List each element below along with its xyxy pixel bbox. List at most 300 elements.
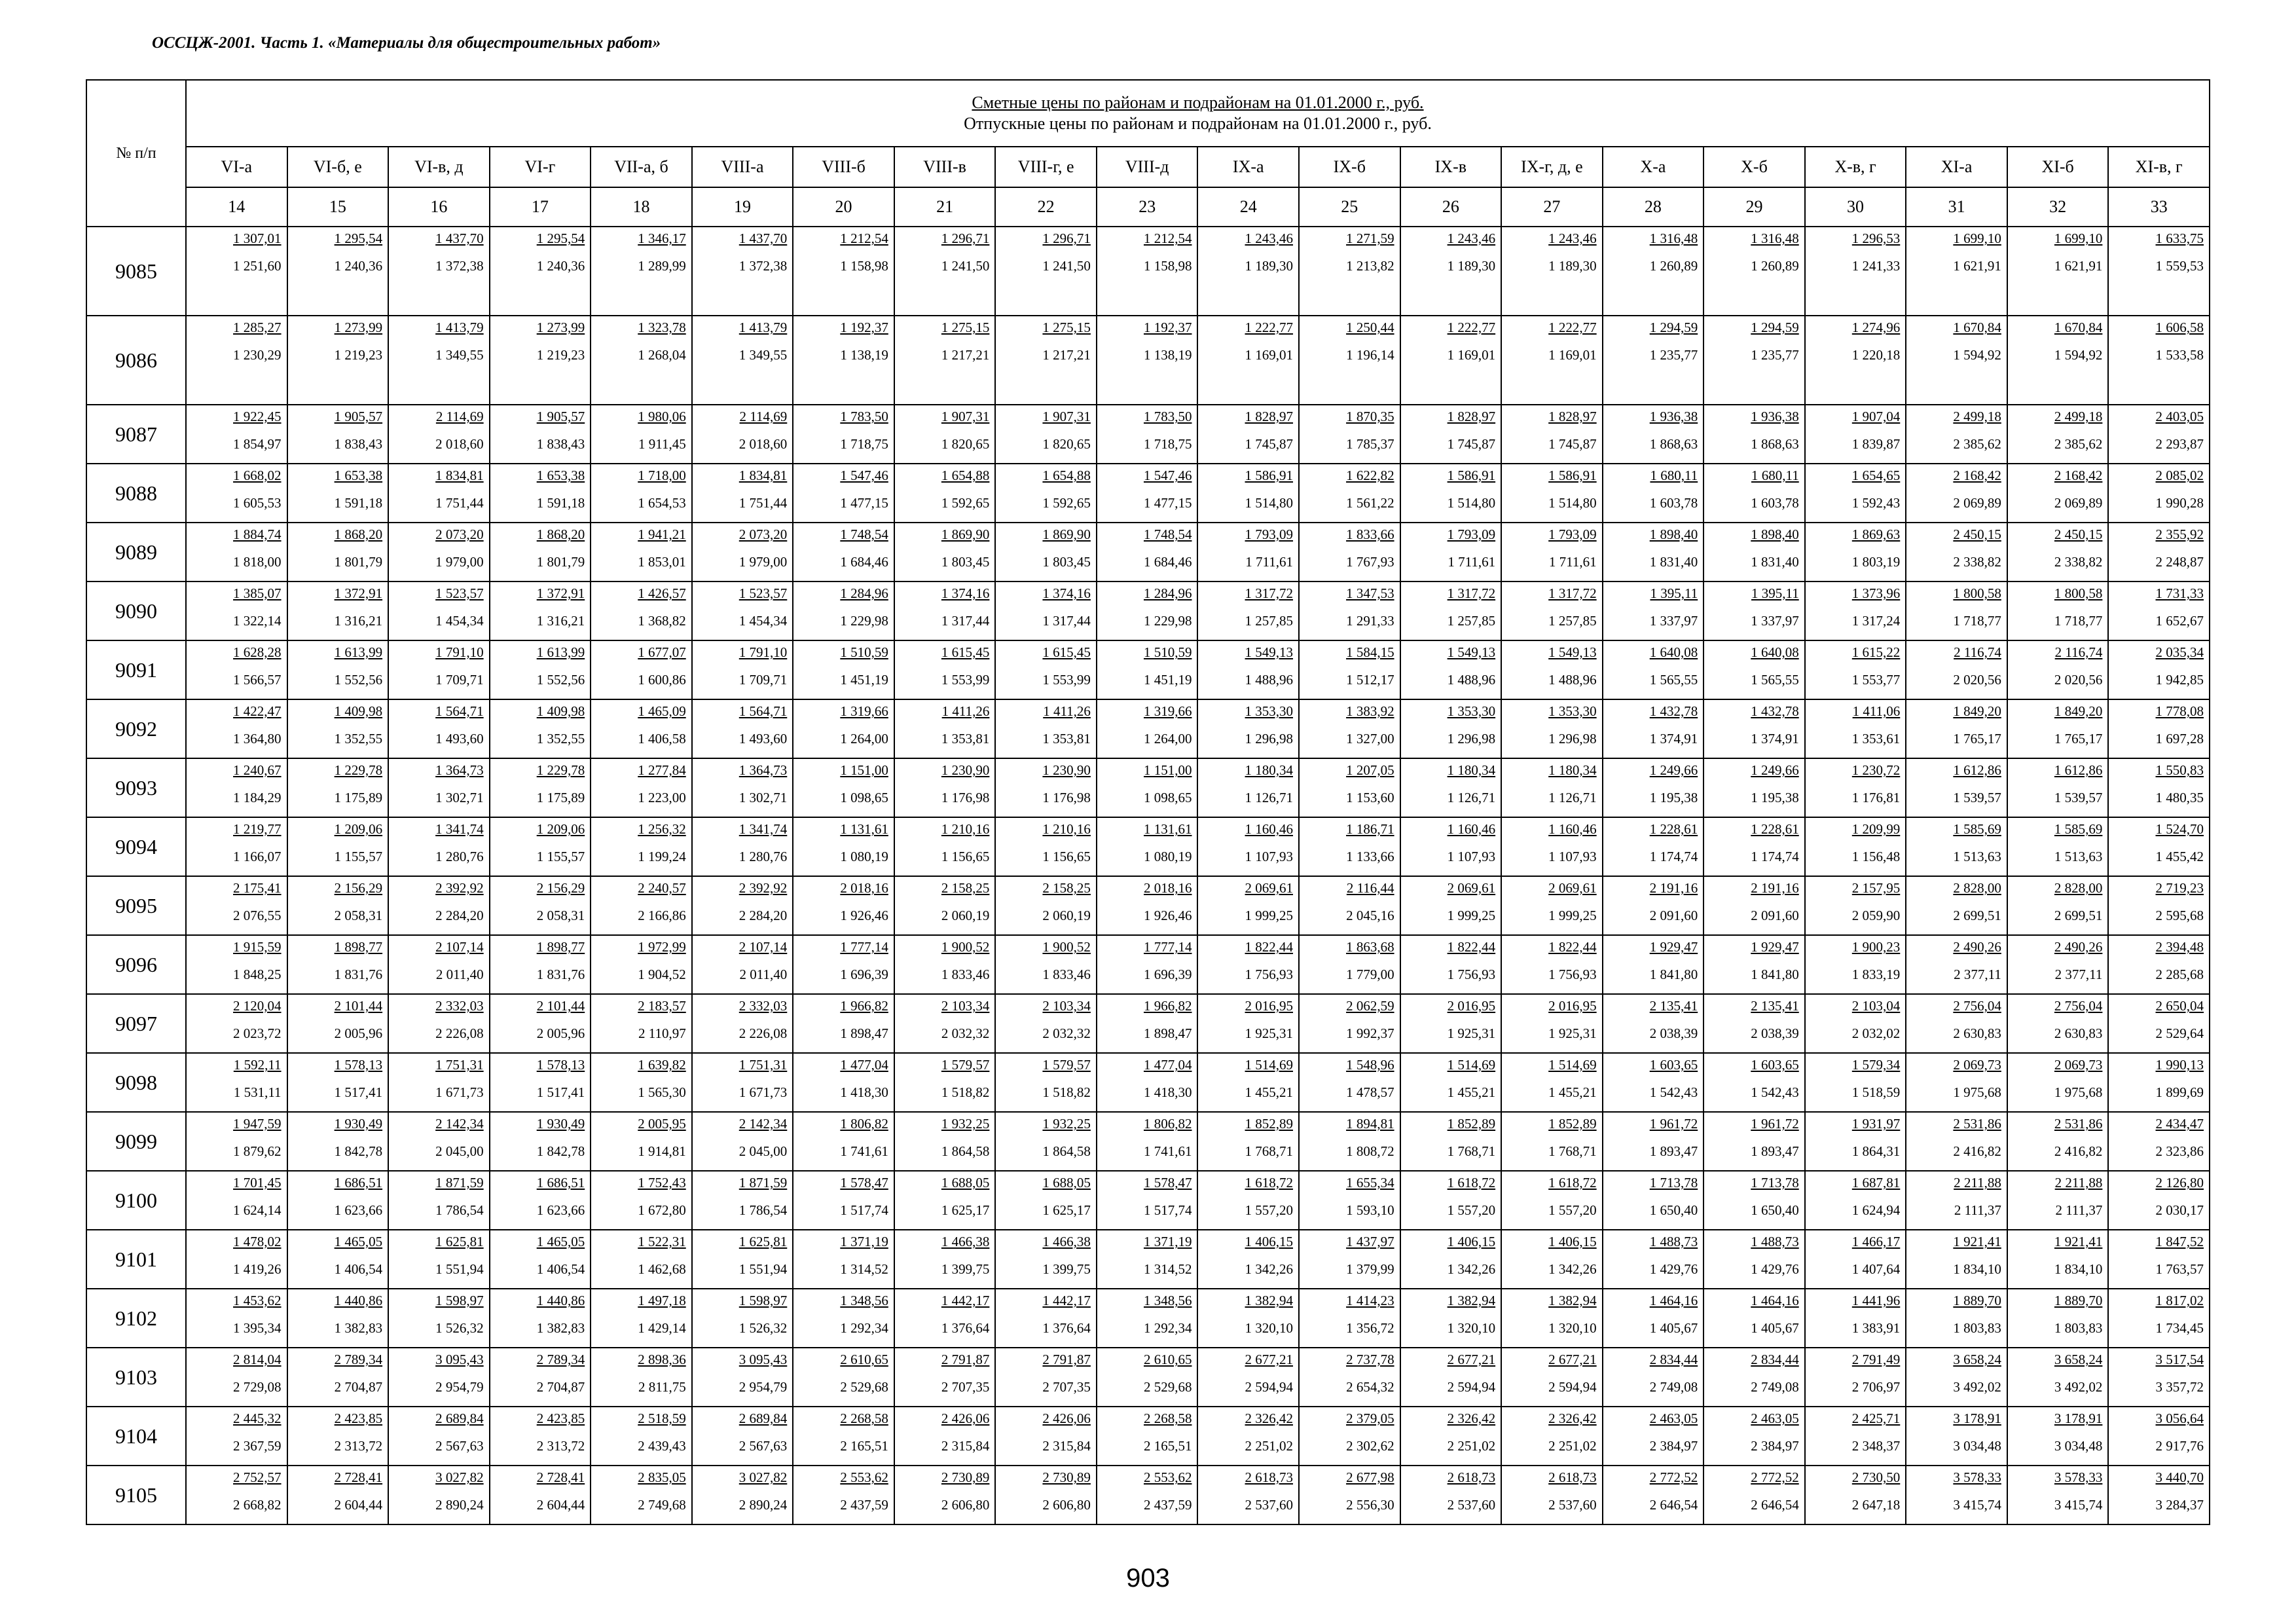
release-price: 1 898,47 bbox=[1143, 1025, 1192, 1041]
price-cell bbox=[388, 1112, 490, 1171]
release-price: 1 623,66 bbox=[334, 1202, 383, 1218]
release-price: 1 480,35 bbox=[2155, 790, 2204, 805]
estimated-price: 1 598,97 bbox=[738, 1293, 788, 1308]
price-cell bbox=[186, 994, 287, 1053]
estimated-price: 1 151,00 bbox=[1143, 762, 1192, 778]
price-cell bbox=[1501, 1171, 1603, 1230]
estimated-price: 1 628,28 bbox=[233, 644, 282, 660]
estimated-price: 2 728,41 bbox=[334, 1469, 383, 1485]
release-price: 1 260,89 bbox=[1751, 258, 1799, 274]
table-row bbox=[86, 876, 2210, 935]
price-cell bbox=[591, 1348, 692, 1407]
price-cell bbox=[1805, 994, 1906, 1053]
release-price: 1 818,00 bbox=[233, 554, 282, 570]
price-cell bbox=[490, 316, 591, 405]
release-price: 1 169,01 bbox=[1245, 347, 1294, 363]
release-price: 2 917,76 bbox=[2155, 1438, 2204, 1454]
release-price: 3 284,37 bbox=[2155, 1497, 2204, 1513]
estimated-price: 1 514,69 bbox=[1447, 1057, 1496, 1073]
release-price: 1 289,99 bbox=[638, 258, 686, 274]
estimated-price: 1 317,72 bbox=[1245, 585, 1294, 601]
table-row bbox=[86, 1407, 2210, 1466]
price-cell bbox=[1501, 1289, 1603, 1348]
region-header: VIII-в bbox=[894, 147, 996, 187]
release-price: 1 320,10 bbox=[1245, 1320, 1294, 1336]
estimated-price: 1 822,44 bbox=[1245, 939, 1294, 955]
estimated-price: 1 863,68 bbox=[1346, 939, 1394, 955]
price-cell bbox=[1906, 581, 2007, 640]
release-price: 1 174,74 bbox=[1751, 849, 1799, 864]
price-cell bbox=[591, 1466, 692, 1524]
release-price: 1 926,46 bbox=[840, 908, 888, 923]
price-cell bbox=[2108, 817, 2210, 876]
price-cell bbox=[186, 640, 287, 699]
estimated-price: 2 499,18 bbox=[1953, 409, 2001, 424]
price-cell bbox=[692, 1348, 793, 1407]
estimated-price: 1 307,01 bbox=[233, 231, 282, 246]
price-cell bbox=[692, 1466, 793, 1524]
price-cell bbox=[1197, 316, 1299, 405]
price-cell bbox=[490, 699, 591, 758]
release-price: 1 992,37 bbox=[1346, 1025, 1394, 1041]
estimated-price: 2 035,34 bbox=[2155, 644, 2204, 660]
column-number: 22 bbox=[995, 187, 1097, 227]
release-price: 1 559,53 bbox=[2155, 258, 2204, 274]
estimated-price: 1 550,83 bbox=[2155, 762, 2204, 778]
estimated-price: 1 488,73 bbox=[1751, 1234, 1799, 1249]
estimated-price: 1 186,71 bbox=[1346, 821, 1394, 837]
release-price: 2 594,94 bbox=[1447, 1379, 1496, 1395]
estimated-price: 1 961,72 bbox=[1649, 1116, 1698, 1132]
release-price: 2 032,32 bbox=[1042, 1025, 1091, 1041]
price-cell bbox=[591, 876, 692, 935]
price-cell bbox=[1906, 405, 2007, 464]
estimated-price: 1 385,07 bbox=[233, 585, 282, 601]
price-cell bbox=[388, 699, 490, 758]
price-cell bbox=[1400, 1289, 1502, 1348]
estimated-price: 1 295,54 bbox=[536, 231, 585, 246]
price-cell bbox=[591, 581, 692, 640]
release-price: 2 111,37 bbox=[2055, 1202, 2103, 1218]
release-price: 1 429,14 bbox=[638, 1320, 686, 1336]
price-cell bbox=[287, 1407, 389, 1466]
estimated-price: 2 103,34 bbox=[1042, 998, 1091, 1014]
release-price: 1 353,61 bbox=[1851, 731, 1901, 747]
release-price: 1 718,77 bbox=[1953, 613, 2001, 629]
price-cell bbox=[1704, 699, 1805, 758]
price-cell bbox=[894, 1466, 996, 1524]
column-number: 31 bbox=[1906, 187, 2007, 227]
release-price: 1 718,75 bbox=[840, 436, 888, 452]
price-cell bbox=[2108, 523, 2210, 581]
release-price: 2 284,20 bbox=[738, 908, 788, 923]
estimated-price: 1 852,89 bbox=[1548, 1116, 1597, 1132]
estimated-price: 3 517,54 bbox=[2155, 1352, 2204, 1367]
estimated-price: 2 403,05 bbox=[2155, 409, 2204, 424]
price-cell bbox=[894, 227, 996, 316]
price-cell bbox=[490, 1112, 591, 1171]
price-cell bbox=[287, 994, 389, 1053]
estimated-price: 2 610,65 bbox=[840, 1352, 888, 1367]
estimated-price: 2 835,05 bbox=[638, 1469, 686, 1485]
estimated-price: 2 772,52 bbox=[1649, 1469, 1698, 1485]
release-price: 1 195,38 bbox=[1649, 790, 1698, 805]
price-cell bbox=[1501, 523, 1603, 581]
estimated-price: 2 073,20 bbox=[738, 526, 788, 542]
price-cell bbox=[591, 227, 692, 316]
release-price: 3 415,74 bbox=[2054, 1497, 2103, 1513]
estimated-price: 1 654,65 bbox=[1851, 468, 1901, 483]
price-cell bbox=[692, 581, 793, 640]
release-price: 1 868,63 bbox=[1649, 436, 1698, 452]
row-number: 9097 bbox=[86, 994, 186, 1053]
release-price: 1 841,80 bbox=[1649, 967, 1698, 982]
release-price: 1 517,41 bbox=[334, 1084, 383, 1100]
release-price: 1 820,65 bbox=[1042, 436, 1091, 452]
estimated-price: 1 777,14 bbox=[1143, 939, 1192, 955]
release-price: 2 749,08 bbox=[1649, 1379, 1698, 1395]
release-price: 1 624,94 bbox=[1851, 1202, 1901, 1218]
price-cell bbox=[287, 464, 389, 523]
price-cell bbox=[591, 935, 692, 994]
price-cell bbox=[1400, 994, 1502, 1053]
row-number: 9093 bbox=[86, 758, 186, 817]
price-cell bbox=[1704, 1171, 1805, 1230]
release-price: 1 462,68 bbox=[638, 1261, 686, 1277]
release-price: 2 045,16 bbox=[1346, 908, 1394, 923]
release-price: 1 399,75 bbox=[941, 1261, 990, 1277]
estimated-price: 1 941,21 bbox=[638, 526, 686, 542]
estimated-price: 1 273,99 bbox=[334, 320, 383, 335]
release-price: 1 975,68 bbox=[1953, 1084, 2001, 1100]
estimated-price: 1 778,08 bbox=[2155, 703, 2204, 719]
release-price: 2 537,60 bbox=[1447, 1497, 1496, 1513]
price-cell bbox=[2007, 523, 2109, 581]
price-cell bbox=[2108, 1348, 2210, 1407]
release-price: 1 407,64 bbox=[1851, 1261, 1901, 1277]
price-cell bbox=[995, 1289, 1097, 1348]
row-number: 9105 bbox=[86, 1466, 186, 1524]
price-cell bbox=[1299, 1466, 1400, 1524]
estimated-price: 2 789,34 bbox=[536, 1352, 585, 1367]
release-price: 1 155,57 bbox=[334, 849, 383, 864]
price-cell bbox=[1603, 1348, 1704, 1407]
release-price: 1 302,71 bbox=[435, 790, 484, 805]
price-cell bbox=[1299, 994, 1400, 1053]
estimated-price: 1 585,69 bbox=[1953, 821, 2001, 837]
estimated-price: 1 791,10 bbox=[435, 644, 484, 660]
price-cell bbox=[2108, 640, 2210, 699]
release-price: 3 415,74 bbox=[1953, 1497, 2001, 1513]
estimated-price: 1 409,98 bbox=[536, 703, 585, 719]
release-price: 1 600,86 bbox=[638, 672, 686, 688]
column-number: 18 bbox=[591, 187, 692, 227]
estimated-price: 1 586,91 bbox=[1447, 468, 1496, 483]
release-price: 2 165,51 bbox=[840, 1438, 888, 1454]
estimated-price: 1 524,70 bbox=[2155, 821, 2204, 837]
release-price: 1 364,80 bbox=[233, 731, 282, 747]
release-price: 2 018,60 bbox=[435, 436, 484, 452]
estimated-price: 1 274,96 bbox=[1851, 320, 1901, 335]
release-price: 1 551,94 bbox=[435, 1261, 484, 1277]
estimated-price: 1 585,69 bbox=[2054, 821, 2103, 837]
estimated-price: 1 922,45 bbox=[233, 409, 282, 424]
release-price: 1 542,43 bbox=[1649, 1084, 1698, 1100]
price-cell bbox=[1197, 1348, 1299, 1407]
price-cell bbox=[186, 817, 287, 876]
release-price: 2 377,11 bbox=[1954, 967, 2001, 982]
table-row bbox=[86, 227, 2210, 316]
estimated-price: 2 490,26 bbox=[2054, 939, 2103, 955]
region-header: X-в, г bbox=[1805, 147, 1906, 187]
estimated-price: 1 295,54 bbox=[334, 231, 383, 246]
release-price: 1 557,20 bbox=[1548, 1202, 1597, 1218]
estimated-price: 1 229,78 bbox=[536, 762, 585, 778]
release-price: 1 591,18 bbox=[536, 495, 585, 511]
estimated-price: 1 936,38 bbox=[1649, 409, 1698, 424]
region-header: VI-г bbox=[490, 147, 591, 187]
price-cell bbox=[287, 699, 389, 758]
release-price: 2 045,00 bbox=[435, 1143, 484, 1159]
price-cell bbox=[692, 817, 793, 876]
estimated-price: 1 932,25 bbox=[941, 1116, 990, 1132]
estimated-price: 2 211,88 bbox=[2054, 1175, 2103, 1190]
price-cell bbox=[490, 640, 591, 699]
release-price: 2 045,00 bbox=[738, 1143, 788, 1159]
estimated-price: 1 465,09 bbox=[638, 703, 686, 719]
release-price: 1 979,00 bbox=[435, 554, 484, 570]
release-price: 1 517,74 bbox=[840, 1202, 888, 1218]
estimated-price: 1 222,77 bbox=[1548, 320, 1597, 335]
release-price: 1 080,19 bbox=[840, 849, 888, 864]
price-cell bbox=[1603, 1289, 1704, 1348]
release-price: 1 785,37 bbox=[1346, 436, 1394, 452]
estimated-price: 2 268,58 bbox=[840, 1411, 888, 1426]
estimated-price: 2 069,61 bbox=[1548, 880, 1597, 896]
table-row bbox=[86, 1466, 2210, 1524]
release-price: 1 801,79 bbox=[334, 554, 383, 570]
release-price: 1 322,14 bbox=[233, 613, 282, 629]
estimated-price: 2 158,25 bbox=[1042, 880, 1091, 896]
estimated-price: 1 800,58 bbox=[2054, 585, 2103, 601]
estimated-price: 1 353,30 bbox=[1245, 703, 1294, 719]
release-price: 1 314,52 bbox=[840, 1261, 888, 1277]
release-price: 1 831,76 bbox=[334, 967, 383, 982]
price-cell bbox=[388, 640, 490, 699]
estimated-price: 1 900,23 bbox=[1851, 939, 1901, 955]
release-price: 1 337,97 bbox=[1751, 613, 1799, 629]
estimated-price: 1 426,57 bbox=[638, 585, 686, 601]
price-cell bbox=[1704, 227, 1805, 316]
price-cell bbox=[1197, 817, 1299, 876]
row-number: 9094 bbox=[86, 817, 186, 876]
estimated-price: 1 210,16 bbox=[1042, 821, 1091, 837]
release-price: 2 630,83 bbox=[2054, 1025, 2103, 1041]
estimated-price: 2 379,05 bbox=[1346, 1411, 1394, 1426]
price-cell bbox=[995, 464, 1097, 523]
release-price: 1 565,55 bbox=[1751, 672, 1799, 688]
estimated-price: 1 285,27 bbox=[233, 320, 282, 335]
price-cell bbox=[1197, 994, 1299, 1053]
release-price: 2 384,97 bbox=[1649, 1438, 1698, 1454]
release-price: 1 514,80 bbox=[1548, 495, 1597, 511]
release-price: 1 842,78 bbox=[536, 1143, 585, 1159]
release-price: 1 650,40 bbox=[1751, 1202, 1799, 1218]
price-cell bbox=[591, 464, 692, 523]
table-row bbox=[86, 935, 2210, 994]
release-price: 1 566,57 bbox=[233, 672, 282, 688]
price-cell bbox=[1906, 1053, 2007, 1112]
estimated-price: 2 423,85 bbox=[334, 1411, 383, 1426]
price-title-header bbox=[186, 80, 2210, 147]
estimated-price: 1 849,20 bbox=[1953, 703, 2001, 719]
estimated-price: 1 898,40 bbox=[1751, 526, 1799, 542]
release-price: 1 926,46 bbox=[1143, 908, 1192, 923]
release-price: 2 020,56 bbox=[2054, 672, 2103, 688]
release-price: 3 357,72 bbox=[2155, 1379, 2204, 1395]
price-cell bbox=[1299, 1171, 1400, 1230]
release-price: 1 349,55 bbox=[738, 347, 788, 363]
price-cell bbox=[490, 935, 591, 994]
release-price: 2 293,87 bbox=[2155, 436, 2204, 452]
price-cell bbox=[692, 227, 793, 316]
release-price: 2 890,24 bbox=[435, 1497, 484, 1513]
price-cell bbox=[2007, 1230, 2109, 1289]
estimated-price: 1 612,86 bbox=[1953, 762, 2001, 778]
price-cell bbox=[591, 1289, 692, 1348]
release-price: 1 864,58 bbox=[1042, 1143, 1091, 1159]
release-price: 2 005,96 bbox=[334, 1025, 383, 1041]
estimated-price: 2 355,92 bbox=[2155, 526, 2204, 542]
estimated-price: 1 294,59 bbox=[1751, 320, 1799, 335]
estimated-price: 2 116,44 bbox=[1346, 880, 1394, 896]
estimated-price: 3 578,33 bbox=[2054, 1469, 2103, 1485]
release-price: 1 539,57 bbox=[1953, 790, 2001, 805]
estimated-price: 1 414,23 bbox=[1346, 1293, 1394, 1308]
release-price: 1 592,65 bbox=[941, 495, 990, 511]
estimated-price: 1 598,97 bbox=[435, 1293, 484, 1308]
estimated-price-title: Сметные цены по районам и подрайонам на 01.01.2000 г., руб. bbox=[972, 93, 1424, 112]
row-number: 9085 bbox=[86, 227, 186, 316]
release-price: 1 893,47 bbox=[1751, 1143, 1799, 1159]
release-price: 1 342,26 bbox=[1245, 1261, 1294, 1277]
release-price: 1 230,29 bbox=[233, 347, 282, 363]
estimated-price: 1 411,26 bbox=[941, 703, 990, 719]
estimated-price: 1 834,81 bbox=[435, 468, 484, 483]
price-cell bbox=[1197, 227, 1299, 316]
estimated-price: 1 898,77 bbox=[536, 939, 585, 955]
price-cell bbox=[388, 994, 490, 1053]
estimated-price: 1 586,91 bbox=[1548, 468, 1597, 483]
estimated-price: 1 523,57 bbox=[435, 585, 484, 601]
estimated-price: 1 547,46 bbox=[840, 468, 888, 483]
table-row bbox=[86, 1289, 2210, 1348]
release-price: 1 848,25 bbox=[233, 967, 282, 982]
estimated-price: 1 348,56 bbox=[840, 1293, 888, 1308]
release-price: 2 890,24 bbox=[738, 1497, 788, 1513]
price-cell bbox=[1603, 464, 1704, 523]
column-number: 25 bbox=[1299, 187, 1400, 227]
release-price: 1 767,93 bbox=[1346, 554, 1394, 570]
estimated-price: 1 806,82 bbox=[1143, 1116, 1192, 1132]
price-cell bbox=[2007, 1289, 2109, 1348]
release-price: 1 235,77 bbox=[1751, 347, 1799, 363]
estimated-price: 2 394,48 bbox=[2155, 939, 2204, 955]
estimated-price: 1 686,51 bbox=[334, 1175, 383, 1190]
estimated-price: 1 639,82 bbox=[638, 1057, 686, 1073]
release-price: 1 864,31 bbox=[1851, 1143, 1901, 1159]
estimated-price: 2 791,87 bbox=[941, 1352, 990, 1367]
estimated-price: 1 364,73 bbox=[435, 762, 484, 778]
estimated-price: 1 932,25 bbox=[1042, 1116, 1091, 1132]
estimated-price: 1 442,17 bbox=[1042, 1293, 1091, 1308]
price-cell bbox=[1197, 1112, 1299, 1171]
price-cell bbox=[186, 1348, 287, 1407]
price-cell bbox=[995, 994, 1097, 1053]
price-cell bbox=[2108, 876, 2210, 935]
price-cell bbox=[1097, 1230, 1198, 1289]
row-number: 9095 bbox=[86, 876, 186, 935]
price-cell bbox=[793, 581, 894, 640]
estimated-price: 2 434,47 bbox=[2155, 1116, 2204, 1132]
estimated-price: 2 062,59 bbox=[1346, 998, 1394, 1014]
release-price: 1 429,76 bbox=[1751, 1261, 1799, 1277]
estimated-price: 2 392,92 bbox=[738, 880, 788, 896]
table-row bbox=[86, 1112, 2210, 1171]
estimated-price: 1 748,54 bbox=[840, 526, 888, 542]
table-row bbox=[86, 817, 2210, 876]
region-header: VI-б, е bbox=[287, 147, 389, 187]
price-cell bbox=[490, 1407, 591, 1466]
price-cell bbox=[1603, 581, 1704, 640]
page-number: 903 bbox=[1126, 1564, 1170, 1593]
release-price: 2 594,94 bbox=[1245, 1379, 1294, 1395]
release-price: 2 529,68 bbox=[1143, 1379, 1192, 1395]
price-cell bbox=[1197, 876, 1299, 935]
price-cell bbox=[1299, 1407, 1400, 1466]
estimated-price: 1 806,82 bbox=[840, 1116, 888, 1132]
estimated-price: 1 317,72 bbox=[1447, 585, 1496, 601]
release-price: 1 418,30 bbox=[840, 1084, 888, 1100]
release-price: 1 671,73 bbox=[738, 1084, 788, 1100]
price-cell bbox=[490, 1348, 591, 1407]
estimated-price: 2 828,00 bbox=[2054, 880, 2103, 896]
estimated-price: 1 847,52 bbox=[2155, 1234, 2204, 1249]
estimated-price: 1 852,89 bbox=[1447, 1116, 1496, 1132]
row-number: 9088 bbox=[86, 464, 186, 523]
release-price: 1 217,21 bbox=[941, 347, 990, 363]
price-cell bbox=[2108, 227, 2210, 316]
estimated-price: 2 730,89 bbox=[1042, 1469, 1091, 1485]
column-number: 30 bbox=[1805, 187, 1906, 227]
estimated-price: 1 564,71 bbox=[435, 703, 484, 719]
estimated-price: 1 547,46 bbox=[1143, 468, 1192, 483]
price-cell bbox=[1805, 316, 1906, 405]
estimated-price: 2 211,88 bbox=[1954, 1175, 2001, 1190]
estimated-price: 1 319,66 bbox=[840, 703, 888, 719]
column-number: 29 bbox=[1704, 187, 1805, 227]
estimated-price: 2 126,80 bbox=[2155, 1175, 2204, 1190]
price-cell bbox=[793, 1171, 894, 1230]
release-price: 1 514,80 bbox=[1447, 495, 1496, 511]
price-cell bbox=[1704, 817, 1805, 876]
estimated-price: 2 772,52 bbox=[1751, 1469, 1799, 1485]
price-cell bbox=[2108, 464, 2210, 523]
price-cell bbox=[793, 994, 894, 1053]
price-cell bbox=[1603, 1112, 1704, 1171]
price-cell bbox=[490, 1053, 591, 1112]
estimated-price: 2 268,58 bbox=[1143, 1411, 1192, 1426]
